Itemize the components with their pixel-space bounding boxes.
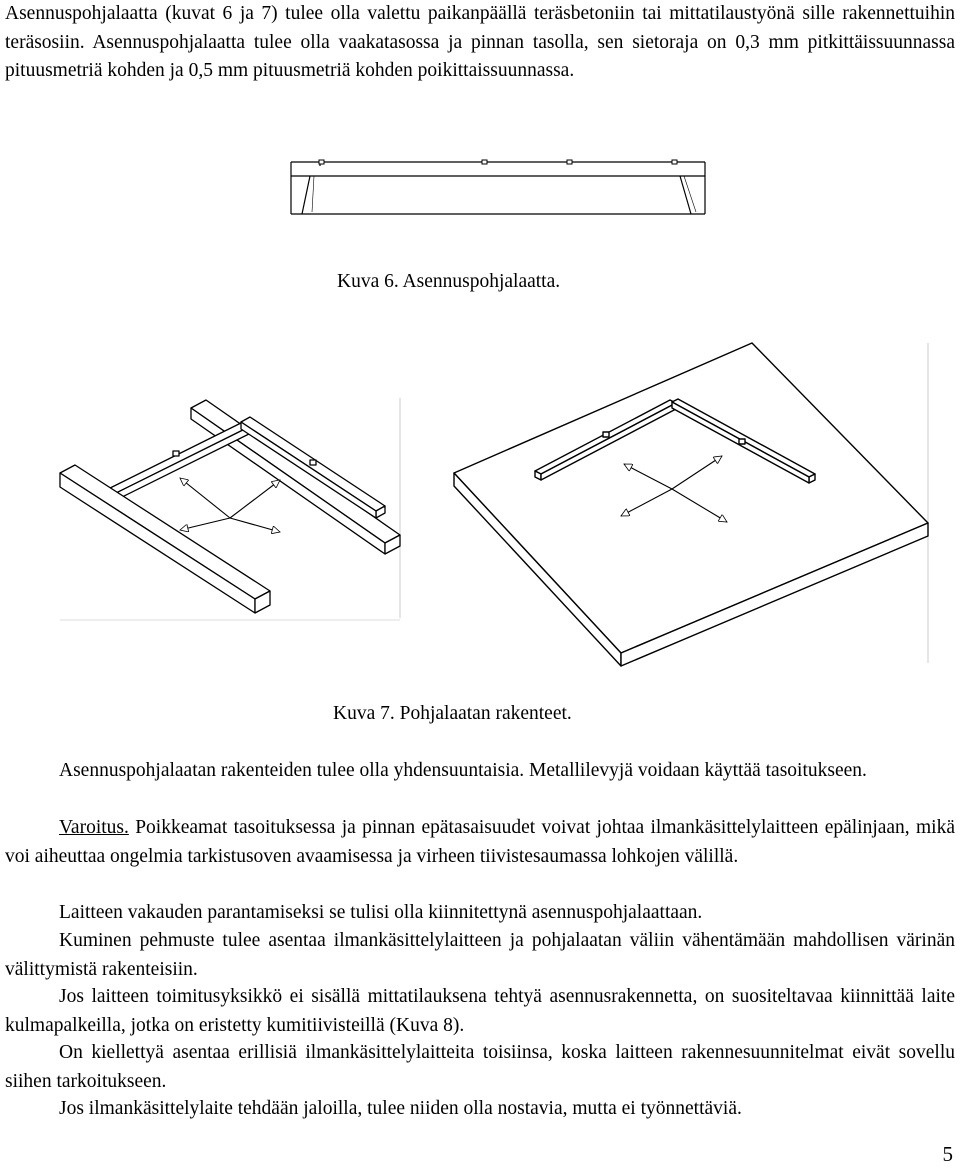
warning-text: Poikkeamat tasoituksessa ja pinnan epätasaisuudet voivat johtaa ilmankäsittelylaitteen epälinjaan, mikä voi aiheuttaa ongelmia tarkistusoven avaamisessa ja virheen tiivistesaumassa lohkojen välillä. — [5, 817, 955, 867]
figure-6-caption: Kuva 6. Asennuspohjalaatta. — [337, 271, 561, 292]
page-number: 5 — [942, 1142, 953, 1166]
paragraph-1: Asennuspohjalaatan rakenteiden tulee olla yhdensuuntaisia. Metallilevyjä voidaan käyttää tasoitukseen. — [59, 760, 867, 781]
figure-7-caption: Kuva 7. Pohjalaatan rakenteet. — [333, 703, 572, 724]
warning-label: Varoitus. — [59, 817, 129, 838]
figure-7-drawing — [55, 338, 935, 668]
intro-paragraph: Asennuspohjalaatta (kuvat 6 ja 7) tulee olla valettu paikanpäällä teräsbetoniin tai mittatilaustyönä sille rakennettuihin teräsosiin. Asennuspohjalaatta tulee olla vaakatasossa ja pinnan tasolla, sen sietoraja on 0,3 mm pitkittäissuunnassa pituusmetriä kohden ja 0,5 mm pituusmetriä kohden poikittaissuunnassa. — [5, 3, 955, 81]
warning-paragraph — [5, 814, 955, 871]
paragraph-4: Kuminen pehmuste tulee asentaa ilmankäsittelylaitteen ja pohjalaatan väliin vähentämään mahdollisen värinän välittymistä rakenteisiin. — [5, 930, 955, 980]
paragraph-5: Jos laitteen toimitusyksikkö ei sisällä mittatilauksena tehtyä asennusrakennetta, on suositeltavaa kiinnittää laite kulmapalkeilla, jotka on eristetty kumitiivisteillä (Kuva 8). — [5, 986, 955, 1036]
paragraph-6: On kiellettyä asentaa erillisiä ilmankäsittelylaitteita toisiinsa, koska laitteen rakennesuunnitelmat eivät sovellu siihen tarkoitukseen. — [5, 1042, 955, 1092]
paragraph-3: Laitteen vakauden parantamiseksi se tulisi olla kiinnitettynä asennuspohjalaattaan. — [59, 902, 703, 923]
figure-6-drawing — [286, 156, 710, 220]
paragraph-7: Jos ilmankäsittelylaite tehdään jaloilla, tulee niiden olla nostavia, mutta ei työnnettäviä. — [59, 1098, 742, 1119]
